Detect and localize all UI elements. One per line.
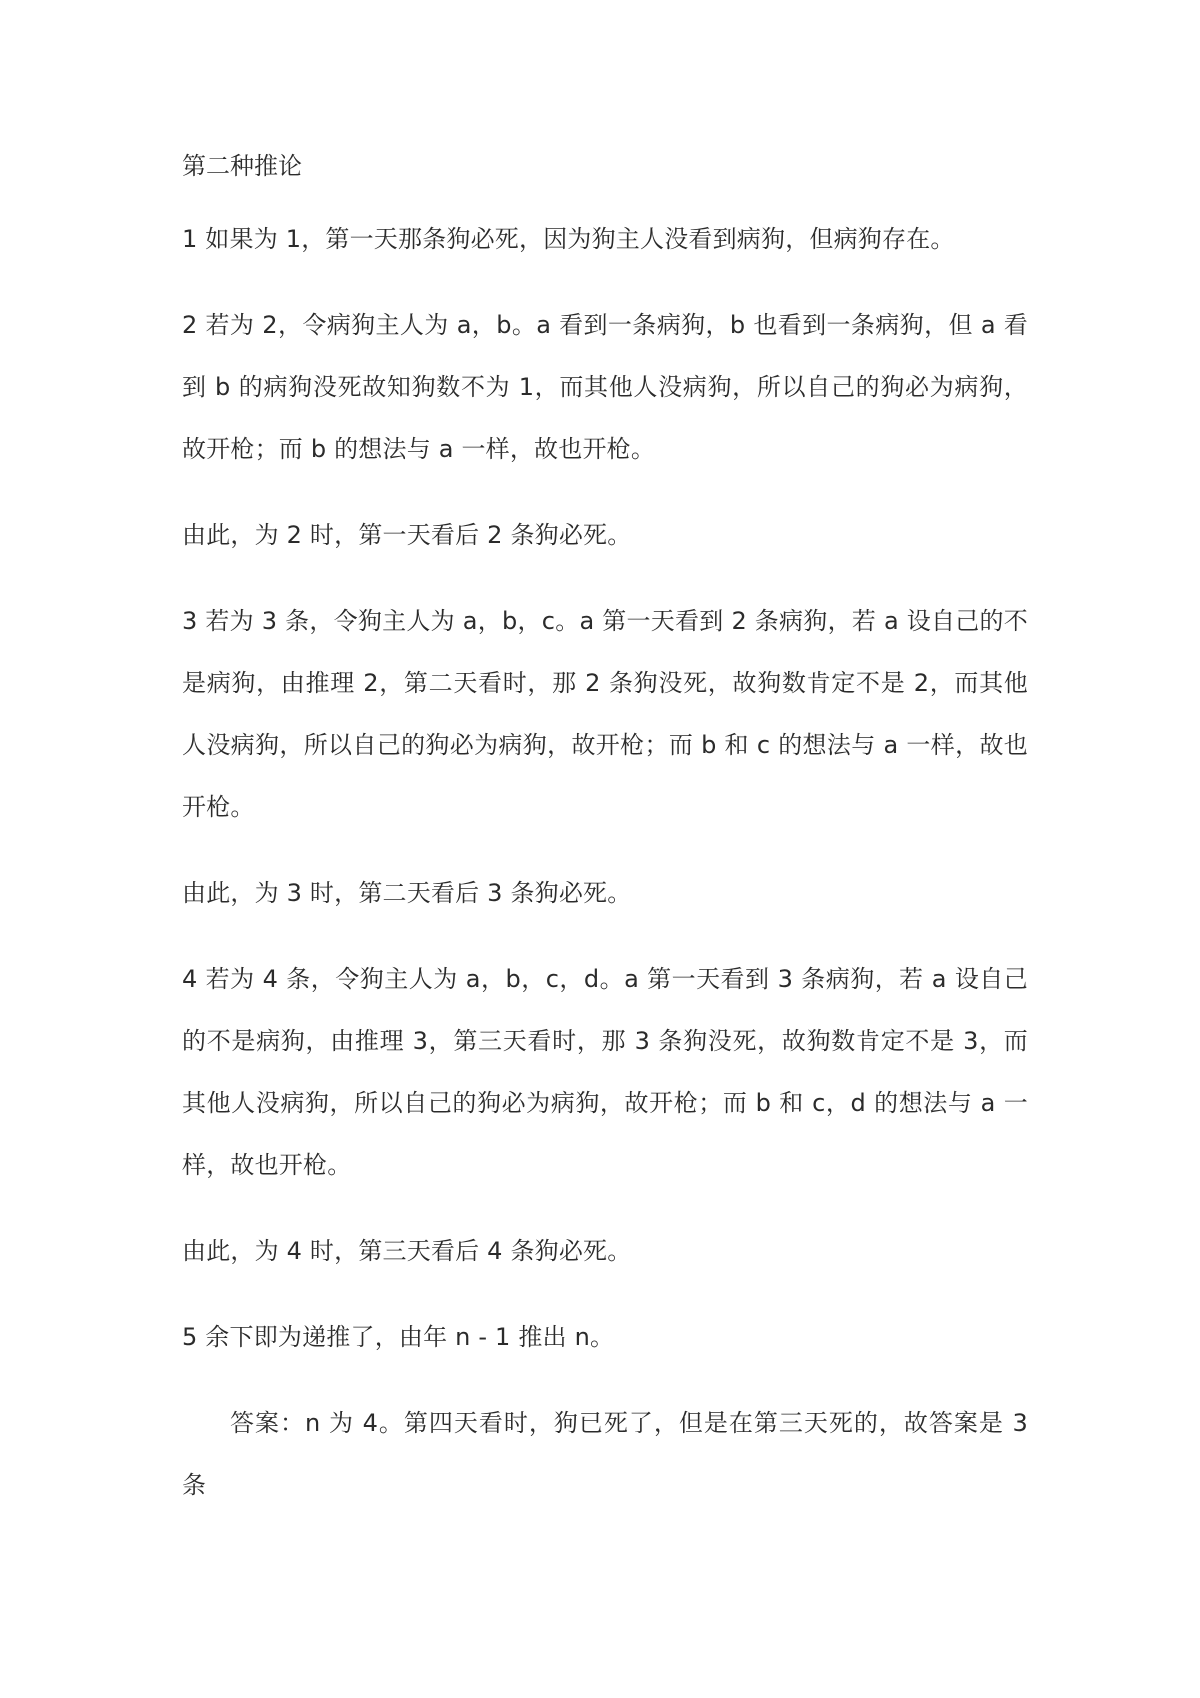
paragraph-case-2: 2 若为 2，令病狗主人为 a，b。a 看到一条病狗，b 也看到一条病狗，但 a 看到 b 的病狗没死故知狗数不为 1，而其他人没病狗，所以自己的狗必为病狗，故开枪；而 b 的想法与 a 一样，故也开枪。 [182, 311, 1028, 463]
answer-paragraph: 答案：n 为 4。第四天看时，狗已死了，但是在第三天死的，故答案是 3 条 [182, 1409, 1028, 1499]
document-title: 第二种推论 [182, 152, 302, 180]
paragraph-case-1: 1 如果为 1，第一天那条狗必死，因为狗主人没看到病狗，但病狗存在。 [182, 225, 955, 253]
paragraph-conclusion-3: 由此，为 3 时，第二天看后 3 条狗必死。 [182, 879, 632, 907]
paragraph-conclusion-4: 由此，为 4 时，第三天看后 4 条狗必死。 [182, 1237, 632, 1265]
paragraph-case-3: 3 若为 3 条，令狗主人为 a，b，c。a 第一天看到 2 条病狗，若 a 设自己的不是病狗，由推理 2，第二天看时，那 2 条狗没死，故狗数肯定不是 2，而其他人没病狗，所以自己的狗必为病狗，故开枪；而 b 和 c 的想法与 a 一样，故也开枪。 [182, 607, 1028, 821]
paragraph-case-4: 4 若为 4 条，令狗主人为 a，b，c，d。a 第一天看到 3 条病狗，若 a 设自己的不是病狗，由推理 3，第三天看时，那 3 条狗没死，故狗数肯定不是 3，而其他人没病狗，所以自己的狗必为病狗，故开枪；而 b 和 c，d 的想法与 a 一样，故也开枪。 [182, 965, 1028, 1179]
paragraph-induction: 5 余下即为递推了，由年 n - 1 推出 n。 [182, 1323, 615, 1351]
document-page [182, 150, 1028, 1540]
paragraph-conclusion-2: 由此，为 2 时，第一天看后 2 条狗必死。 [182, 521, 632, 549]
